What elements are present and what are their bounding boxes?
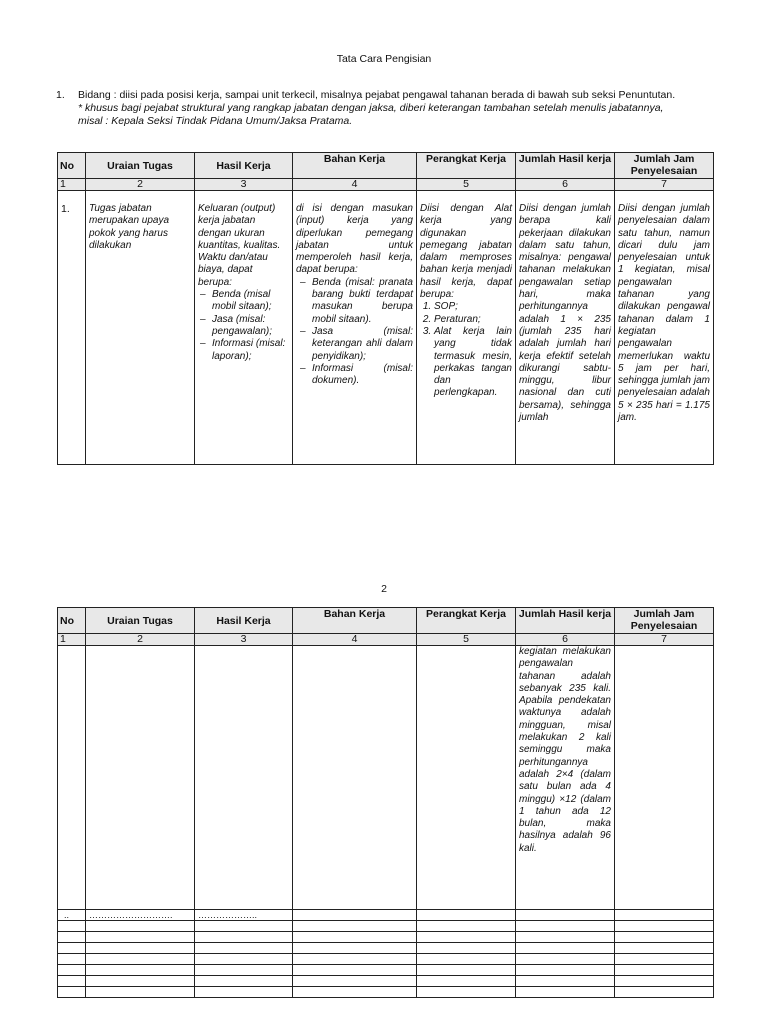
header-perangkat-kerja: Perangkat Kerja: [417, 153, 516, 179]
header-uraian-tugas: Uraian Tugas: [86, 608, 195, 634]
empty-cell: [293, 646, 417, 910]
form-table-2: [57, 607, 714, 998]
empty-cell: [615, 646, 714, 910]
perangkat-kerja-item: 3. Alat kerja lain yang tidak termasuk mesin, perkakas tangan dan perlengkapan.: [434, 326, 512, 400]
header-jumlah-jam: Jumlah Jam Penyelesaian: [615, 608, 714, 634]
perangkat-kerja-cell: [417, 191, 516, 465]
blank-row: [58, 965, 714, 976]
header-hasil-kerja: Hasil Kerja: [195, 608, 293, 634]
hasil-kerja-cell: [195, 191, 293, 465]
bahan-kerja-cell: [293, 191, 417, 465]
instruction-line-1: Bidang : diisi pada posisi kerja, sampai unit terkecil, misalnya pejabat pengawal tahanan berada di bawah sub seksi Penuntutan.: [78, 89, 676, 101]
header-hasil-kerja: Hasil Kerja: [195, 153, 293, 179]
page-number: 2: [381, 583, 387, 595]
header-row: [58, 153, 714, 179]
perangkat-kerja-item: 2. Peraturan;: [434, 314, 512, 326]
blank-row: [58, 932, 714, 943]
jumlah-hasil-continued: kegiatan melakukan pengawalan tahanan adalah sebanyak 235 kali. Apabila pendekatan waktunya adalah mingguan, misal melakukan 2 kali seminggu maka perhitungannya adalah 2×4 (dalam satu bulan ada 4 minggu) ×12 (dalam 1 tahun ada 12 bulan, maka hasilnya adalah 96 kali.: [516, 646, 615, 910]
instruction-line-2: * khusus bagi pejabat struktural yang rangkap jabatan dengan jaksa, diberi keterangan tambahan setelah menulis jabatannya,: [78, 102, 664, 114]
jumlah-hasil-cell: Diisi dengan jumlah berapa kali pekerjaan dilakukan dalam satu tahun, misalnya: pengawal tahanan melakukan pengawalan setiap hari, maka perhitungannya adalah 1 × 235 (jumlah 235 hari adalah jumlah hari kerja efektif setelah dikurangi sabtu-minggu, libur nasional dan cuti bersama), sehingga jumlah: [516, 191, 615, 465]
col-num-4: 4: [293, 634, 417, 646]
header-no: No: [58, 608, 86, 634]
hasil-kerja-item: – Informasi (misal: laporan);: [212, 338, 289, 363]
bahan-kerja-intro: di isi dengan masukan (input) kerja yang diperlukan pemegang jabatan untuk memperoleh hasil kerja, dapat berupa:: [296, 203, 413, 276]
empty-cell: [86, 646, 195, 910]
header-jumlah-hasil-kerja: Jumlah Hasil kerja: [516, 153, 615, 179]
blank-row: [58, 976, 714, 987]
column-number-row: [58, 634, 714, 646]
col-num-2: 2: [86, 179, 195, 191]
uraian-tugas-cell: Tugas jabatan merupakan upaya pokok yang harus dilakukan: [86, 191, 195, 465]
column-number-row: [58, 179, 714, 191]
header-jumlah-jam: Jumlah Jam Penyelesaian: [615, 153, 714, 179]
header-uraian-tugas: Uraian Tugas: [86, 153, 195, 179]
bahan-kerja-item: – Informasi (misal: dokumen).: [312, 363, 413, 388]
col-num-1: 1: [58, 634, 86, 646]
header-bahan-kerja: Bahan Kerja: [293, 608, 417, 634]
col-num-5: 5: [417, 179, 516, 191]
col-num-7: 7: [615, 634, 714, 646]
empty-cell: [516, 910, 615, 921]
content-row: [58, 191, 714, 465]
header-perangkat-kerja: Perangkat Kerja: [417, 608, 516, 634]
instruction-number: 1.: [56, 89, 65, 101]
perangkat-kerja-intro: Diisi dengan Alat kerja yang digunakan pemegang jabatan dalam memproses bahan kerja menjadi hasil kerja, dapat berupa:: [420, 203, 512, 301]
header-bahan-kerja: Bahan Kerja: [293, 153, 417, 179]
empty-cell: [293, 910, 417, 921]
col-num-1: 1: [58, 179, 86, 191]
col-num-6: 6: [516, 634, 615, 646]
form-table-1: [57, 152, 714, 465]
hasil-kerja-item: – Benda (misal mobil sitaan);: [212, 289, 289, 314]
blank-row: [58, 987, 714, 998]
col-num-6: 6: [516, 179, 615, 191]
dotted-uraian: ……………………….: [86, 910, 195, 921]
empty-cell: [615, 910, 714, 921]
empty-cell: [195, 646, 293, 910]
hasil-kerja-item: – Jasa (misal: pengawalan);: [212, 314, 289, 339]
blank-row: [58, 943, 714, 954]
empty-cell: [417, 646, 516, 910]
header-jumlah-hasil-kerja: Jumlah Hasil kerja: [516, 608, 615, 634]
dotted-no: ..: [58, 910, 86, 921]
col-num-7: 7: [615, 179, 714, 191]
bahan-kerja-item: – Benda (misal: pranata barang bukti terdapat masukan berupa mobil sitaan).: [312, 277, 413, 326]
instruction-line-3: misal : Kepala Seksi Tindak Pidana Umum/Jaksa Pratama.: [78, 115, 353, 127]
header-no: No: [58, 153, 86, 179]
blank-row: [58, 954, 714, 965]
col-num-4: 4: [293, 179, 417, 191]
page-title: Tata Cara Pengisian: [336, 53, 432, 65]
col-num-2: 2: [86, 634, 195, 646]
col-num-5: 5: [417, 634, 516, 646]
header-row: [58, 608, 714, 634]
bahan-kerja-item: – Jasa (misal: keterangan ahli dalam penyidikan);: [312, 326, 413, 363]
hasil-kerja-intro: Keluaran (output) kerja jabatan dengan ukuran kuantitas, kualitas. Waktu dan/atau biaya, dapat berupa:: [198, 203, 281, 288]
continuation-row: [58, 646, 714, 910]
dotted-hasil: ………………..: [195, 910, 293, 921]
col-num-3: 3: [195, 179, 293, 191]
col-num-3: 3: [195, 634, 293, 646]
empty-cell: [58, 646, 86, 910]
empty-cell: [417, 910, 516, 921]
dotted-row: [58, 910, 714, 921]
row-no: 1.: [58, 191, 86, 465]
jumlah-jam-cell: Diisi dengan jumlah penyelesaian dalam satu tahun, namun dicari dulu jam penyelesaian untuk 1 kegiatan, misal pengawalan tahanan yang dilakukan pengawal tahanan dalam 1 kegiatan pengawalan memerlukan waktu 5 jam per hari, sehingga jumlah jam penyelesaian adalah 5 × 235 hari = 1.175 jam.: [615, 191, 714, 465]
perangkat-kerja-item: 1. SOP;: [434, 301, 512, 313]
blank-row: [58, 921, 714, 932]
